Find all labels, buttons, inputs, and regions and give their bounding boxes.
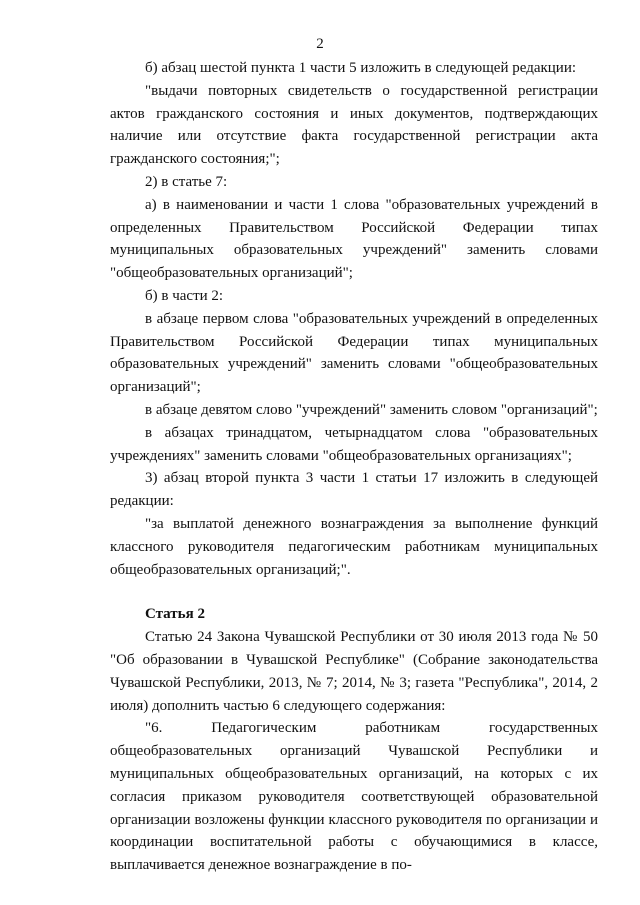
section-gap	[110, 581, 598, 603]
paragraph: в абзацах тринадцатом, четырнадцатом слова "образовательных учреждениях" заменить словами "общеобразовательных организациях";	[110, 424, 598, 464]
paragraph: б) в части 2:	[145, 287, 224, 304]
paragraph: в абзаце девятом слово "учреждений" заменить словом "организаций";	[145, 401, 598, 418]
document-body	[110, 57, 598, 877]
paragraph: 3) абзац второй пункта 3 части 1 статьи 17 изложить в следующей редакции:	[110, 470, 598, 510]
article-heading: Статья 2	[145, 606, 205, 623]
paragraph: "6. Педагогическим работникам государственных общеобразовательных организаций Чувашской Республики и муниципальных общеобразовательных организаций, на которых с их согласия приказом руководителя соответствующей образовательной организации возложены функции классного руководителя по организации и координации воспитательной работы с обучающимися в классе, выплачивается денежное вознаграждение в по-	[110, 720, 598, 874]
paragraph: "за выплатой денежного вознаграждения за выполнение функций классного руководителя педагогическим работникам муниципальных общеобразовательных организаций;".	[110, 515, 598, 578]
page-number: 2	[316, 36, 324, 52]
paragraph: б) абзац шестой пункта 1 части 5 изложить в следующей редакции:	[145, 60, 577, 76]
paragraph: 2) в статье 7:	[145, 173, 228, 190]
paragraph: а) в наименовании и части 1 слова "образовательных учреждений в определенных Правительством Российской Федерации типах муниципальных образовательных учреждений" заменить словами "общеобразовательных организаций";	[110, 196, 598, 282]
paragraph: Статью 24 Закона Чувашской Республики от 30 июля 2013 года № 50 "Об образовании в Чувашской Республике" (Собрание законодательства Чувашской Республики, 2013, № 7; 2014, № 3; газета "Республика", 2014, 2 июля) дополнить частью 6 следующего содержания:	[110, 629, 598, 714]
paragraph: "выдачи повторных свидетельств о государственной регистрации актов гражданского состояния и иных документов, подтверждающих наличие или отсутствие факта государственной регистрации акта гражданского состояния;";	[110, 82, 598, 168]
paragraph: в абзаце первом слова "образовательных учреждений в определенных Правительством Российской Федерации типах муниципальных образовательных учреждений" заменить словами "общеобразовательных организаций";	[110, 310, 598, 396]
